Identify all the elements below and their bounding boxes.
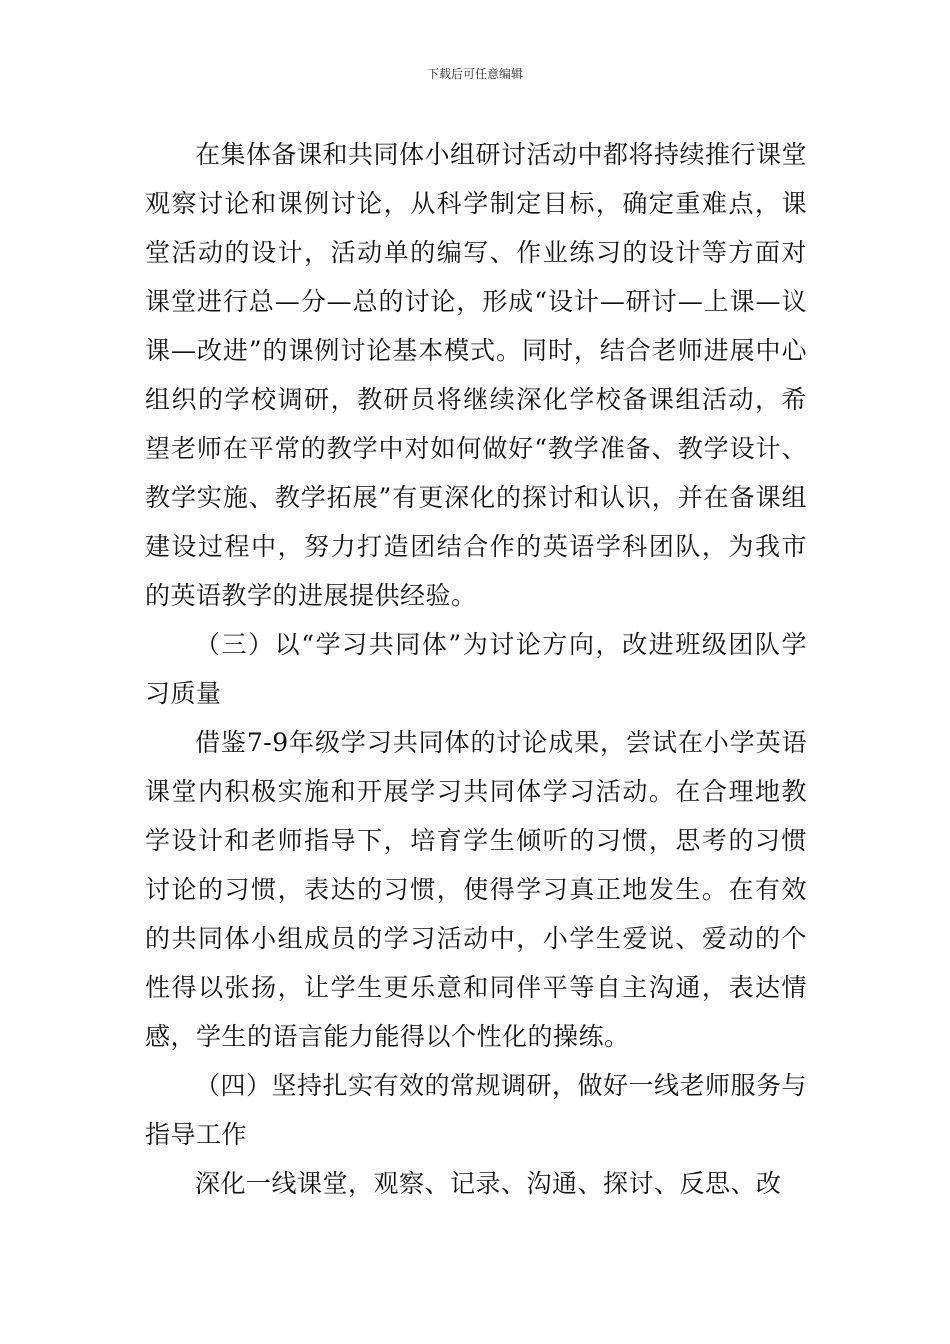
section-heading-4: （四）坚持扎实有效的常规调研，做好一线老师服务与指导工作: [145, 1071, 808, 1149]
paragraph-learning-community: 借鉴7-9年级学习共同体的讨论成果，尝试在小学英语课堂内积极实施和开展学习共同体学习活动。在合理地教学设计和老师指导下，培育学生倾听的习惯，思考的习惯讨论的习惯，表达的习惯，使得学习真正地发生。在有效的共同体小组成员的学习活动中，小学生爱说、爱动的个性得以张扬，让学生更乐意和同伴平等自主沟通，表达情感，学生的语言能力能得以个性化的操练。: [145, 728, 807, 1051]
document-body: [145, 130, 807, 1208]
section-heading-3: （三）以“学习共同体”为讨论方向，改进班级团队学习质量: [145, 630, 807, 708]
paragraph-lesson-study: 在集体备课和共同体小组研讨活动中都将持续推行课堂观察讨论和课例讨论，从科学制定目标，确定重难点，课堂活动的设计，活动单的编写、作业练习的设计等方面对课堂进行总—分—总的讨论，形成“设计—研讨—上课—议课—改进”的课例讨论基本模式。同时，结合老师进展中心组织的学校调研，教研员将继续深化学校备课组活动，希望老师在平常的教学中对如何做好“教学准备、教学设计、教学实施、教学拓展”有更深化的探讨和认识，并在备课组建设过程中，努力打造团结合作的英语学科团队，为我市的英语教学的进展提供经验。: [145, 140, 808, 610]
paragraph-classroom-research: 深化一线课堂，观察、记录、沟通、探讨、反思、改: [195, 1169, 782, 1198]
page-header: 下载后可任意编辑: [426, 67, 523, 81]
